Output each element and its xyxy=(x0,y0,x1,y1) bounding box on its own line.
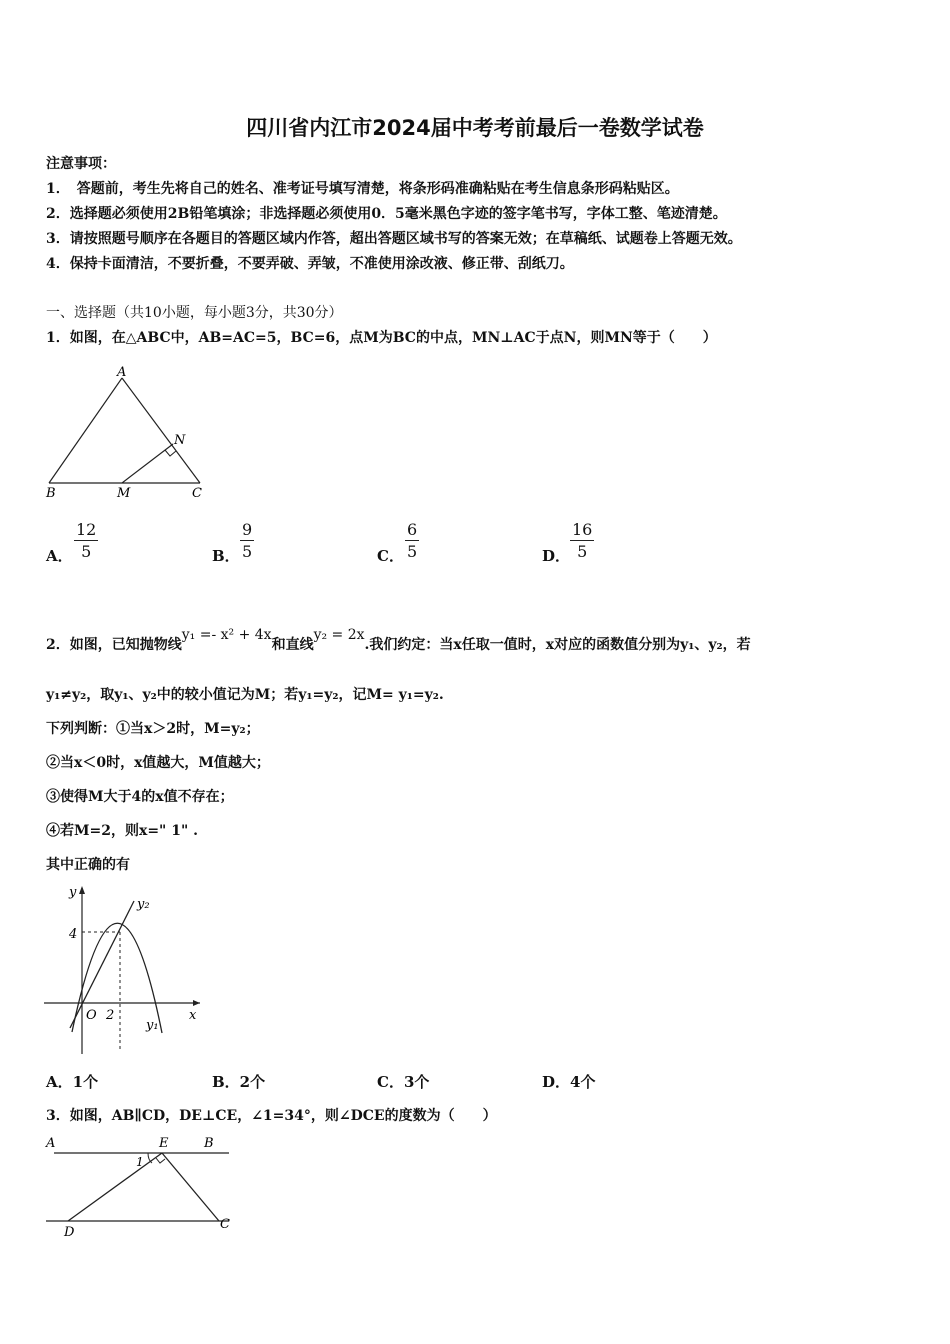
q3-stem: 3．如图，AB∥CD，DE⊥CE，∠1=34°，则∠DCE的度数为（ ） xyxy=(46,1108,497,1124)
q2-label-origin: O xyxy=(86,1008,97,1023)
q1-option-a-num: 12 xyxy=(76,520,97,539)
q2-label-y2: y₂ xyxy=(137,897,150,912)
q1-label-b: B xyxy=(46,486,56,501)
q2-label-y: y xyxy=(69,885,77,900)
q1-triangle-figure xyxy=(44,362,214,502)
q2-judge-3: ③使得M大于4的x值不存在； xyxy=(46,789,234,805)
q3-label-angle-1: 1 xyxy=(136,1155,144,1169)
q1-label-c: C xyxy=(192,486,202,501)
q2-judge-intro: 下列判断：①当x＞2时，M=y₂； xyxy=(46,721,260,737)
q1-option-d-fraction xyxy=(570,520,594,561)
q1-option-b-den: 5 xyxy=(242,542,253,561)
q2-stem-part2: 和直线 xyxy=(271,637,314,653)
q3-label-e: E xyxy=(159,1136,169,1151)
q1-option-a-fraction xyxy=(74,520,98,561)
q1-option-c-fraction xyxy=(405,520,419,561)
q1-option-d-num: 16 xyxy=(572,520,593,539)
q2-label-x: x xyxy=(189,1008,197,1023)
q1-option-d-label: D． xyxy=(542,547,571,565)
q1-stem: 1．如图，在△ABC中，AB=AC=5，BC=6，点M为BC的中点，MN⊥AC于点N，则MN等于（ ） xyxy=(46,330,717,346)
q2-judge-4: ④若M=2，则x=" 1" . xyxy=(46,823,198,839)
q3-label-a: A xyxy=(46,1136,56,1151)
q1-label-n: N xyxy=(174,433,186,448)
q1-option-c-num: 6 xyxy=(407,520,418,539)
q3-label-c: C xyxy=(220,1217,230,1232)
q2-formula-2: y₂ = 2x xyxy=(313,627,365,643)
notice-item-4: 4．保持卡面清洁，不要折叠，不要弄破、弄皱，不准使用涂改液、修正带、刮纸刀。 xyxy=(46,256,574,272)
q2-line-2: y₁≠y₂，取y₁、y₂中的较小值记为M；若y₁=y₂，记M= y₁=y₂. xyxy=(46,687,444,703)
q3-label-b: B xyxy=(204,1136,214,1151)
q1-option-d-den: 5 xyxy=(577,542,588,561)
q1-label-m: M xyxy=(117,486,131,501)
q2-label-two: 2 xyxy=(106,1008,115,1023)
q2-label-four: 4 xyxy=(69,927,78,942)
q2-formula-1: y₁ =- x² + 4x xyxy=(181,627,272,643)
q3-label-d: D xyxy=(64,1225,75,1240)
q1-option-b-num: 9 xyxy=(242,520,253,539)
notice-item-3: 3．请按照题号顺序在各题目的答题区域内作答，超出答题区域书写的答案无效；在草稿纸、试题卷上答题无效。 xyxy=(46,231,742,247)
q1-option-b-fraction xyxy=(240,520,254,561)
notice-heading: 注意事项： xyxy=(46,156,116,172)
q2-stem-part3: .我们约定：当x任取一值时，x对应的函数值分别为y₁、y₂，若 xyxy=(364,637,751,653)
q1-option-a-label: A． xyxy=(46,547,73,565)
q2-stem-part1: 2．如图，已知抛物线 xyxy=(46,637,182,653)
q2-ask: 其中正确的有 xyxy=(46,857,130,873)
q2-option-a: A．1个 xyxy=(46,1073,99,1091)
q2-option-d: D．4个 xyxy=(542,1073,596,1091)
page-title: 四川省内江市2024届中考考前最后一卷数学试卷 xyxy=(246,116,704,140)
q1-label-a: A xyxy=(117,365,127,380)
q2-option-b: B．2个 xyxy=(212,1073,266,1091)
q2-option-c: C．3个 xyxy=(377,1073,430,1091)
q1-option-a-den: 5 xyxy=(81,542,92,561)
q1-option-b-label: B． xyxy=(212,547,240,565)
q2-stem xyxy=(46,627,751,654)
q2-judge-2: ②当x＜0时，x值越大，M值越大； xyxy=(46,755,270,771)
notice-item-2: 2．选择题必须使用2B铅笔填涂；非选择题必须使用0．5毫米黑色字迹的签字笔书写，字体工整、笔迹清楚。 xyxy=(46,206,727,222)
q2-function-graph xyxy=(42,880,212,1060)
q2-label-y1: y₁ xyxy=(146,1018,159,1033)
notice-item-1: 1． 答题前，考生先将自己的姓名、准考证号填写清楚，将条形码准确粘贴在考生信息条形码粘贴区。 xyxy=(46,181,679,197)
q1-option-c-label: C． xyxy=(377,547,404,565)
q3-parallel-lines-figure xyxy=(44,1133,234,1241)
section-heading: 一、选择题（共10小题，每小题3分，共30分） xyxy=(46,305,343,321)
q1-option-c-den: 5 xyxy=(407,542,418,561)
